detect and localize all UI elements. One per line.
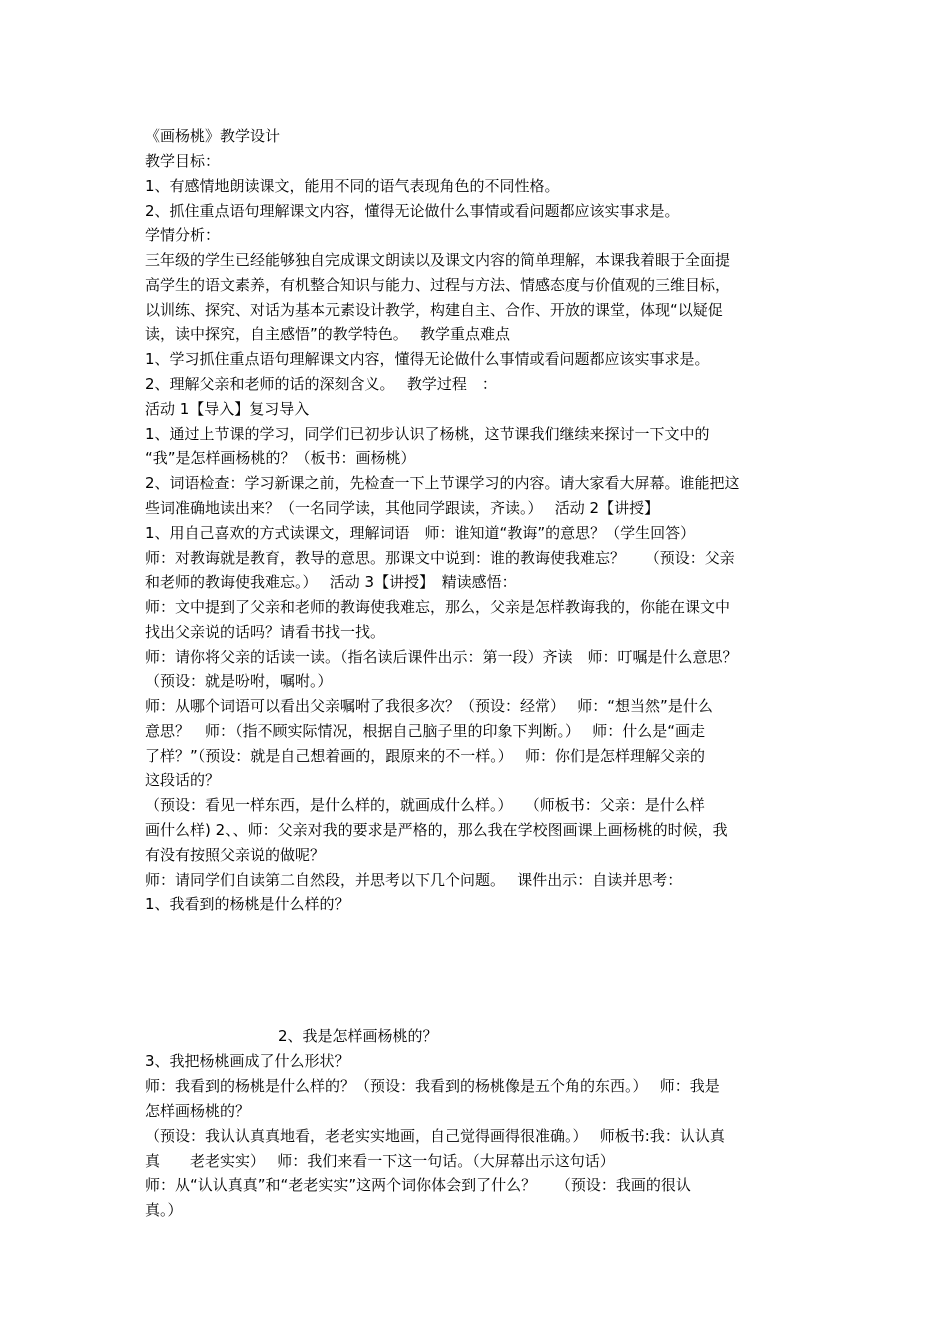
text-line: 意思？ 师：（指不顾实际情况，根据自己脑子里的印象下判断。） 师：什么是“画走	[145, 722, 706, 740]
text-line: 三年级的学生已经能够独自完成课文朗读以及课文内容的简单理解，本课我着眼于全面提	[145, 251, 731, 269]
text-line: 师：请同学们自读第二自然段，并思考以下几个问题。 课件出示：自读并思考：	[145, 871, 683, 889]
text-line: “我”是怎样画杨桃的？（板书：画杨桃）	[145, 449, 416, 467]
text-line: 师：文中提到了父亲和老师的教诲使我难忘，那么，父亲是怎样教诲我的，你能在课文中	[145, 598, 731, 616]
text-line: 1、用自己喜欢的方式读课文，理解词语 师：谁知道“教诲”的意思？（学生回答）	[145, 524, 696, 542]
objective-2: 2、抓住重点语句理解课文内容，懂得无论做什么事情或看问题都应该实事求是。	[145, 202, 680, 220]
section-heading-analysis: 学情分析：	[145, 226, 221, 244]
text-line: 读，读中探究，自主感悟”的教学特色。 教学重点难点	[145, 325, 511, 343]
text-line: 些词准确地读出来？（一名同学读，其他同学跟读，齐读。） 活动 2【讲授】	[145, 499, 660, 517]
text-line: 1、学习抓住重点语句理解课文内容，懂得无论做什么事情或看问题都应该实事求是。	[145, 350, 710, 368]
text-line: （预设：看见一样东西，是什么样的，就画成什么样。） （师板书：父亲：是什么样	[145, 796, 705, 814]
text-line: 2、理解父亲和老师的话的深刻含义。 教学过程 ：	[145, 375, 497, 393]
text-line: （预设：我认认真真地看，老老实实地画，自己觉得画得很准确。） 师板书:我：认认真	[145, 1127, 725, 1145]
text-line: 画什么样) 2、、师：父亲对我的要求是严格的，那么我在学校图画课上画杨桃的时候，我	[145, 821, 728, 839]
text-line: （预设：就是吩咐，嘱咐。）	[145, 672, 333, 690]
question-3: 3、我把杨桃画成了什么形状？	[145, 1052, 350, 1070]
text-line: 真 老老实实） 师：我们来看一下这一句话。（大屏幕出示这句话）	[145, 1152, 615, 1170]
text-line: 1、通过上节课的学习，同学们已初步认识了杨桃，这节课我们继续来探讨一下文中的	[145, 425, 710, 443]
text-line: 了样？”（预设：就是自己想着画的，跟原来的不一样。） 师：你们是怎样理解父亲的	[145, 747, 706, 765]
text-line: 有没有按照父亲说的做呢？	[145, 846, 326, 864]
text-line: 找出父亲说的话吗？请看书找一找。	[145, 623, 386, 641]
text-line: 师：从哪个词语可以看出父亲嘱咐了我很多次？（预设：经常） 师：“想当然”是什么	[145, 697, 713, 715]
section-heading-objectives: 教学目标：	[145, 152, 221, 170]
text-line: 师：对教诲就是教育，教导的意思。那课文中说到：谁的教诲使我难忘？ （预设：父亲	[145, 549, 735, 567]
text-line: 师：请你将父亲的话读一读。（指名读后课件出示：第一段）齐读 师：叮嘱是什么意思？	[145, 648, 738, 666]
objective-1: 1、有感情地朗读课文，能用不同的语气表现角色的不同性格。	[145, 177, 560, 195]
question-2: 2、我是怎样画杨桃的？	[278, 1027, 438, 1045]
text-line: 真。）	[145, 1201, 183, 1219]
text-line: 和老师的教诲使我难忘。） 活动 3【讲授】 精读感悟：	[145, 573, 517, 591]
activity-1-heading: 活动 1【导入】复习导入	[145, 400, 310, 418]
text-line: 这段话的？	[145, 771, 221, 789]
text-line: 师：我看到的杨桃是什么样的？（预设：我看到的杨桃像是五个角的东西。） 师：我是	[145, 1077, 720, 1095]
text-line: 怎样画杨桃的？	[145, 1102, 251, 1120]
doc-title: 《画杨桃》教学设计	[145, 127, 281, 145]
question-1: 1、我看到的杨桃是什么样的？	[145, 895, 350, 913]
text-line: 高学生的语文素养，有机整合知识与能力、过程与方法、情感态度与价值观的三维目标，	[145, 276, 731, 294]
text-line: 师：从“认认真真”和“老老实实”这两个词你体会到了什么？ （预设：我画的很认	[145, 1176, 691, 1194]
text-line: 2、词语检查：学习新课之前，先检查一下上节课学习的内容。请大家看大屏幕。谁能把这	[145, 474, 740, 492]
text-line: 以训练、探究、对话为基本元素设计教学，构建自主、合作、开放的课堂，体现“以疑促	[145, 301, 723, 319]
